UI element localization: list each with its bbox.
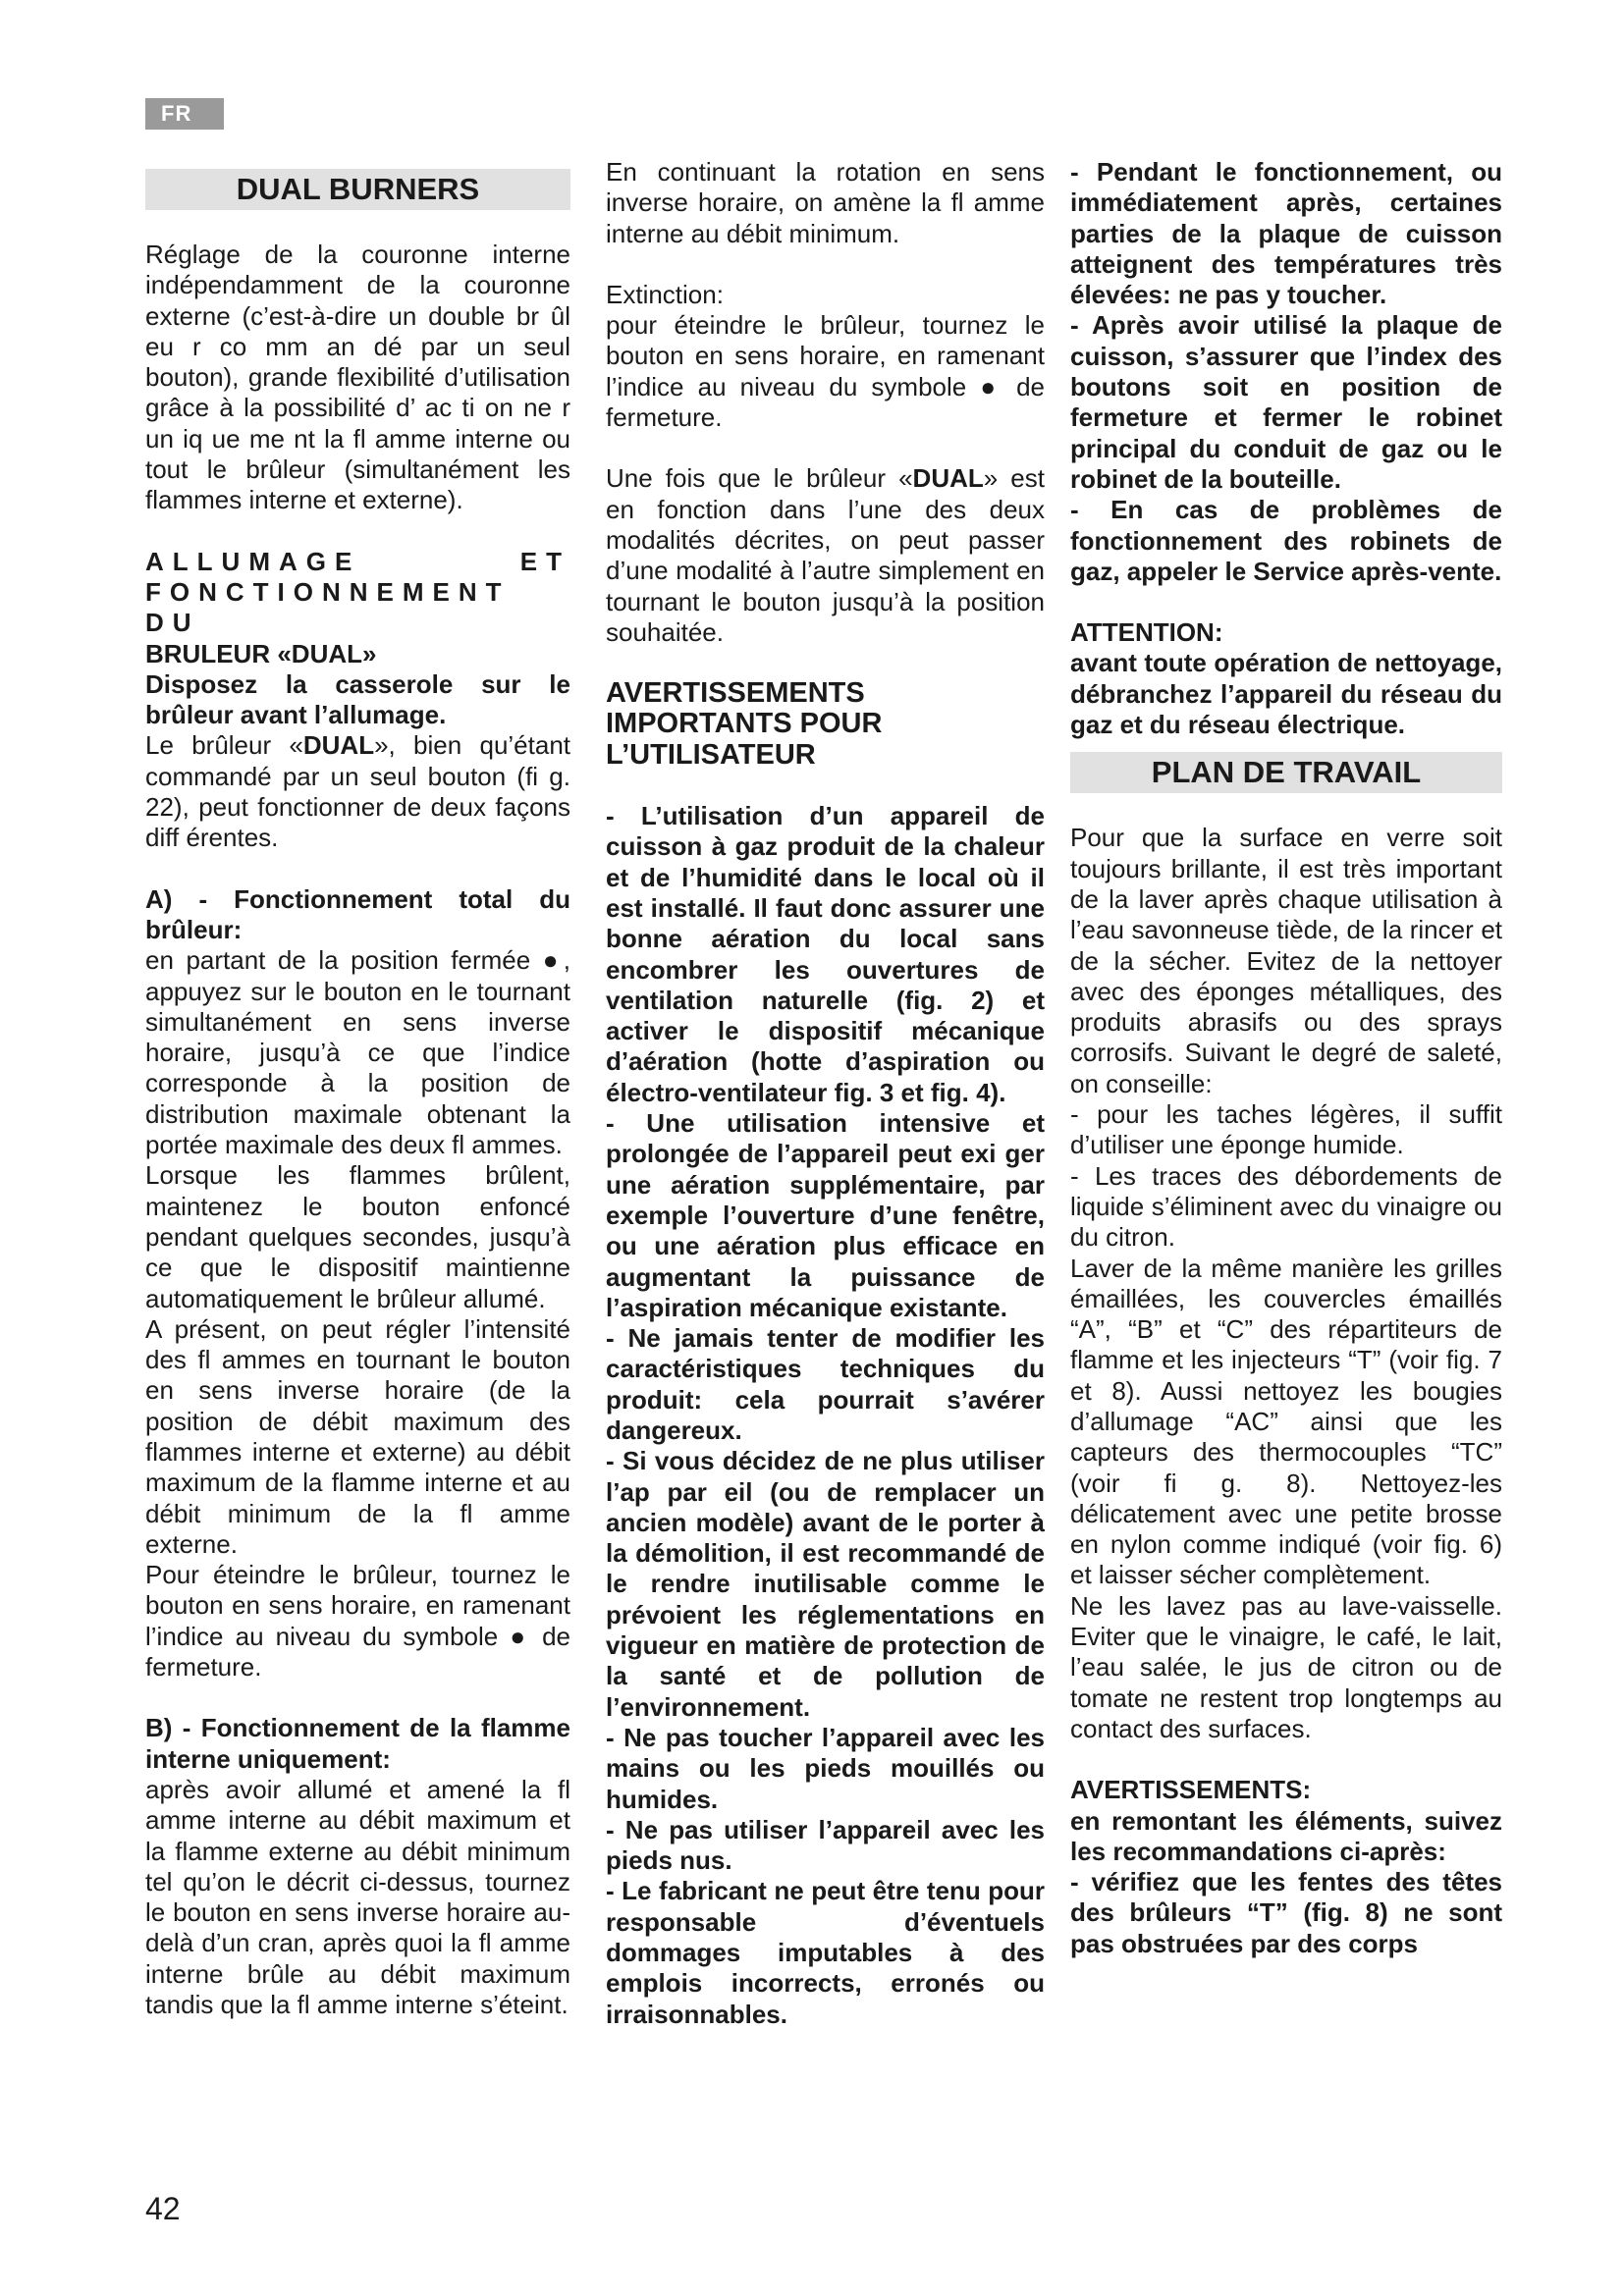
dual-intro-paragraph: Réglage de la couronne interne indépendamment de la couronne externe (c’est-à-dire un double br ûl eu r co mm an dé par un seul bouton), grande flexibilité d’utilisation grâce à la possibilité d’ ac ti on ne r un iq ue me nt la fl amme interne ou tout le brûleur (simultanément les flammes interne et externe). (145, 240, 570, 515)
allumage-title-line-2: BRULEUR «DUAL» (145, 638, 377, 668)
warning-item: - Une utilisation intensive et prolongée de l’appareil peut exi ger une aération supplémentaire, par exemple l’ouverture d’une fenêtre, ou une aération plus efficace en augmentant la puissance de l’aspiration mécanique existante. (606, 1108, 1045, 1322)
plan-paragraph: - pour les taches légères, il suffit d’utiliser une éponge humide. (1070, 1099, 1502, 1160)
avertissements-paragraph: en remontant les éléments, suivez les recommandations ci-après: (1070, 1805, 1502, 1866)
warning-item: - Pendant le fonctionnement, ou immédiatement après, certaines parties de la plaque de cuisson atteignent des températures très élevées: ne pas y toucher. (1070, 157, 1502, 310)
plan-paragraph: Laver de la même manière les grilles émaillées, les couvercles émaillés “A”, “B” et “C” des répartiteurs de flamme et les injecteurs “T” (voir fig. 7 et 8). Aussi nettoyez les bougies d’allumage “AC” ainsi que les capteurs des thermocouples “TC” (voir fi g. 8). Nettoyez-les délicatement avec une petite brosse en nylon comme indiqué (voir fig. 6) et laisser sécher complètement. (1070, 1253, 1502, 1590)
section-heading-plan-de-travail: PLAN DE TRAVAIL (1070, 752, 1502, 793)
warning-item: - L’utilisation d’un appareil de cuisson à gaz produit de la chaleur et de l’humidité dans le local où il est installé. Il faut donc assurer une bonne aération du local sans encombrer les ouvertures de ventilation naturelle (fig. 2) et activer le dispositif mécanique d’aération (hotte d’aspiration ou électro-ventilateur fig. 3 et fig. 4). (606, 801, 1045, 1107)
language-tab: FR (145, 98, 224, 130)
column-1 (145, 157, 570, 2020)
plan-paragraph: Pour que la surface en verre soit toujours brillante, il est très important de la laver après chaque utilisation à l’eau savonneuse tiède, de la rincer et de la sécher. Evitez de la nettoyer avec des éponges métalliques, des produits abrasifs ou des sprays corrosifs. Suivant le degré de saleté, on conseille: (1070, 823, 1502, 1098)
section-a-paragraph-1: en partant de la position fermée ●, appuyez sur le bouton en le tournant simultanément en sens inverse horaire, jusqu’à ce que l’indice corresponde à la position de distribution maximale obtenant la portée maximale des deux fl ammes. (145, 945, 570, 1160)
page-number: 42 (145, 2191, 181, 2226)
plan-paragraph: - Les traces des débordements de liquide s’éliminent avec du vinaigre ou du citron. (1070, 1160, 1502, 1253)
allumage-instruction: Disposez la casserole sur le brûleur avant l’allumage. (145, 668, 570, 730)
avertissements-label: AVERTISSEMENTS: (1070, 1775, 1312, 1805)
warning-item: - Le fabricant ne peut être tenu pour responsable d’éventuels dommages imputables à des emplois incorrects, erronés ou irraisonnables. (606, 1876, 1045, 2029)
allumage-title: ALLUMAGE ET FONCTIONNEMENT DU (145, 546, 570, 638)
section-b-paragraph: après avoir allumé et amené la fl amme interne au débit maximum et la flamme externe au débit minimum tel qu’on le décrit ci-dessus, tournez le bouton en sens inverse horaire au-delà d’un cran, après quoi la fl amme interne brûle au débit maximum tandis que la fl amme interne s’éteint. (145, 1774, 570, 2020)
extinction-paragraph: pour éteindre le brûleur, tournez le bouton en sens horaire, en ramenant l’indice au niveau du symbole ● de fermeture. (606, 310, 1045, 433)
section-b-title: B) - Fonctionnement de la flamme interne uniquement: (145, 1713, 570, 1774)
section-a-paragraph-2: Lorsque les flammes brûlent, maintenez le bouton enfoncé pendant quelques secondes, jusqu’à ce que le dispositif maintienne automatiquement le brûleur allumé. (145, 1160, 570, 1313)
warning-item: - Ne pas utiliser l’appareil avec les pieds nus. (606, 1814, 1045, 1876)
rotation-paragraph: En continuant la rotation en sens inverse horaire, on amène la fl amme interne au débit minimum. (606, 157, 1045, 248)
warnings-heading-line-1: AVERTISSEMENTS (606, 677, 865, 710)
warning-item: - En cas de problèmes de fonctionnement des robinets de gaz, appeler le Service après-vente. (1070, 495, 1502, 586)
warnings-heading-line-3: L’UTILISATEUR (606, 738, 816, 771)
column-2 (606, 157, 1045, 2030)
section-a-paragraph-3: A présent, on peut régler l’intensité des fl ammes en tournant le bouton en sens inverse horaire (de la position de débit maximum des flammes interne et externe) au débit maximum de la flamme interne et au débit minimum de la fl amme externe. (145, 1313, 570, 1559)
warning-item: - Ne jamais tenter de modifier les caractéristiques techniques du produit: cela pourrait s’avérer dangereux. (606, 1323, 1045, 1445)
section-heading-dual-burners: DUAL BURNERS (145, 169, 570, 210)
extinction-label: Extinction: (606, 279, 724, 309)
plan-paragraph: Ne les lavez pas au lave-vaisselle. Eviter que le vinaigre, le café, le lait, l’eau salée, le jus de citron ou de tomate ne restent trop longtemps au contact des surfaces. (1070, 1590, 1502, 1743)
warnings-heading-line-2: IMPORTANTS POUR (606, 708, 883, 740)
avertissements-item: - vérifiez que les fentes des têtes des brûleurs “T” (fig. 8) ne sont pas obstruées par des corps (1070, 1867, 1502, 1958)
allumage-paragraph: Le brûleur «DUAL», bien qu’étant commandé par un seul bouton (fi g. 22), peut fonctionner de deux façons diff érentes. (145, 730, 571, 853)
column-3 (1070, 157, 1502, 1959)
warning-item: - Après avoir utilisé la plaque de cuisson, s’assurer que l’index des boutons soit en position de fermeture et fermer le robinet principal du conduit de gaz ou le robinet de la bouteille. (1070, 310, 1502, 494)
warning-item: - Si vous décidez de ne plus utiliser l’ap par eil (ou de remplacer un ancien modèle) avant de le porter à la démolition, il est recommandé de le rendre inutilisable comme le prévoient les réglementations en vigueur en matière de protection de la santé et de pollution de l’environnement. (606, 1446, 1045, 1722)
section-a-title: A) - Fonctionnement total du brûleur: (145, 883, 570, 944)
attention-label: ATTENTION: (1070, 617, 1223, 648)
attention-paragraph: avant toute opération de nettoyage, débranchez l’appareil du réseau du gaz et du réseau électrique. (1070, 648, 1502, 740)
dual-mode-paragraph: Une fois que le brûleur «DUAL» est en fonction dans l’une des deux modalités décrites, on peut passer d’une modalité à l’autre simplement en tournant le bouton jusqu’à la position souhaitée. (606, 463, 1045, 647)
warning-item: - Ne pas toucher l’appareil avec les mains ou les pieds mouillés ou humides. (606, 1722, 1045, 1814)
section-a-paragraph-4: Pour éteindre le brûleur, tournez le bouton en sens horaire, en ramenant l’indice au niveau du symbole ● de fermeture. (145, 1560, 570, 1682)
